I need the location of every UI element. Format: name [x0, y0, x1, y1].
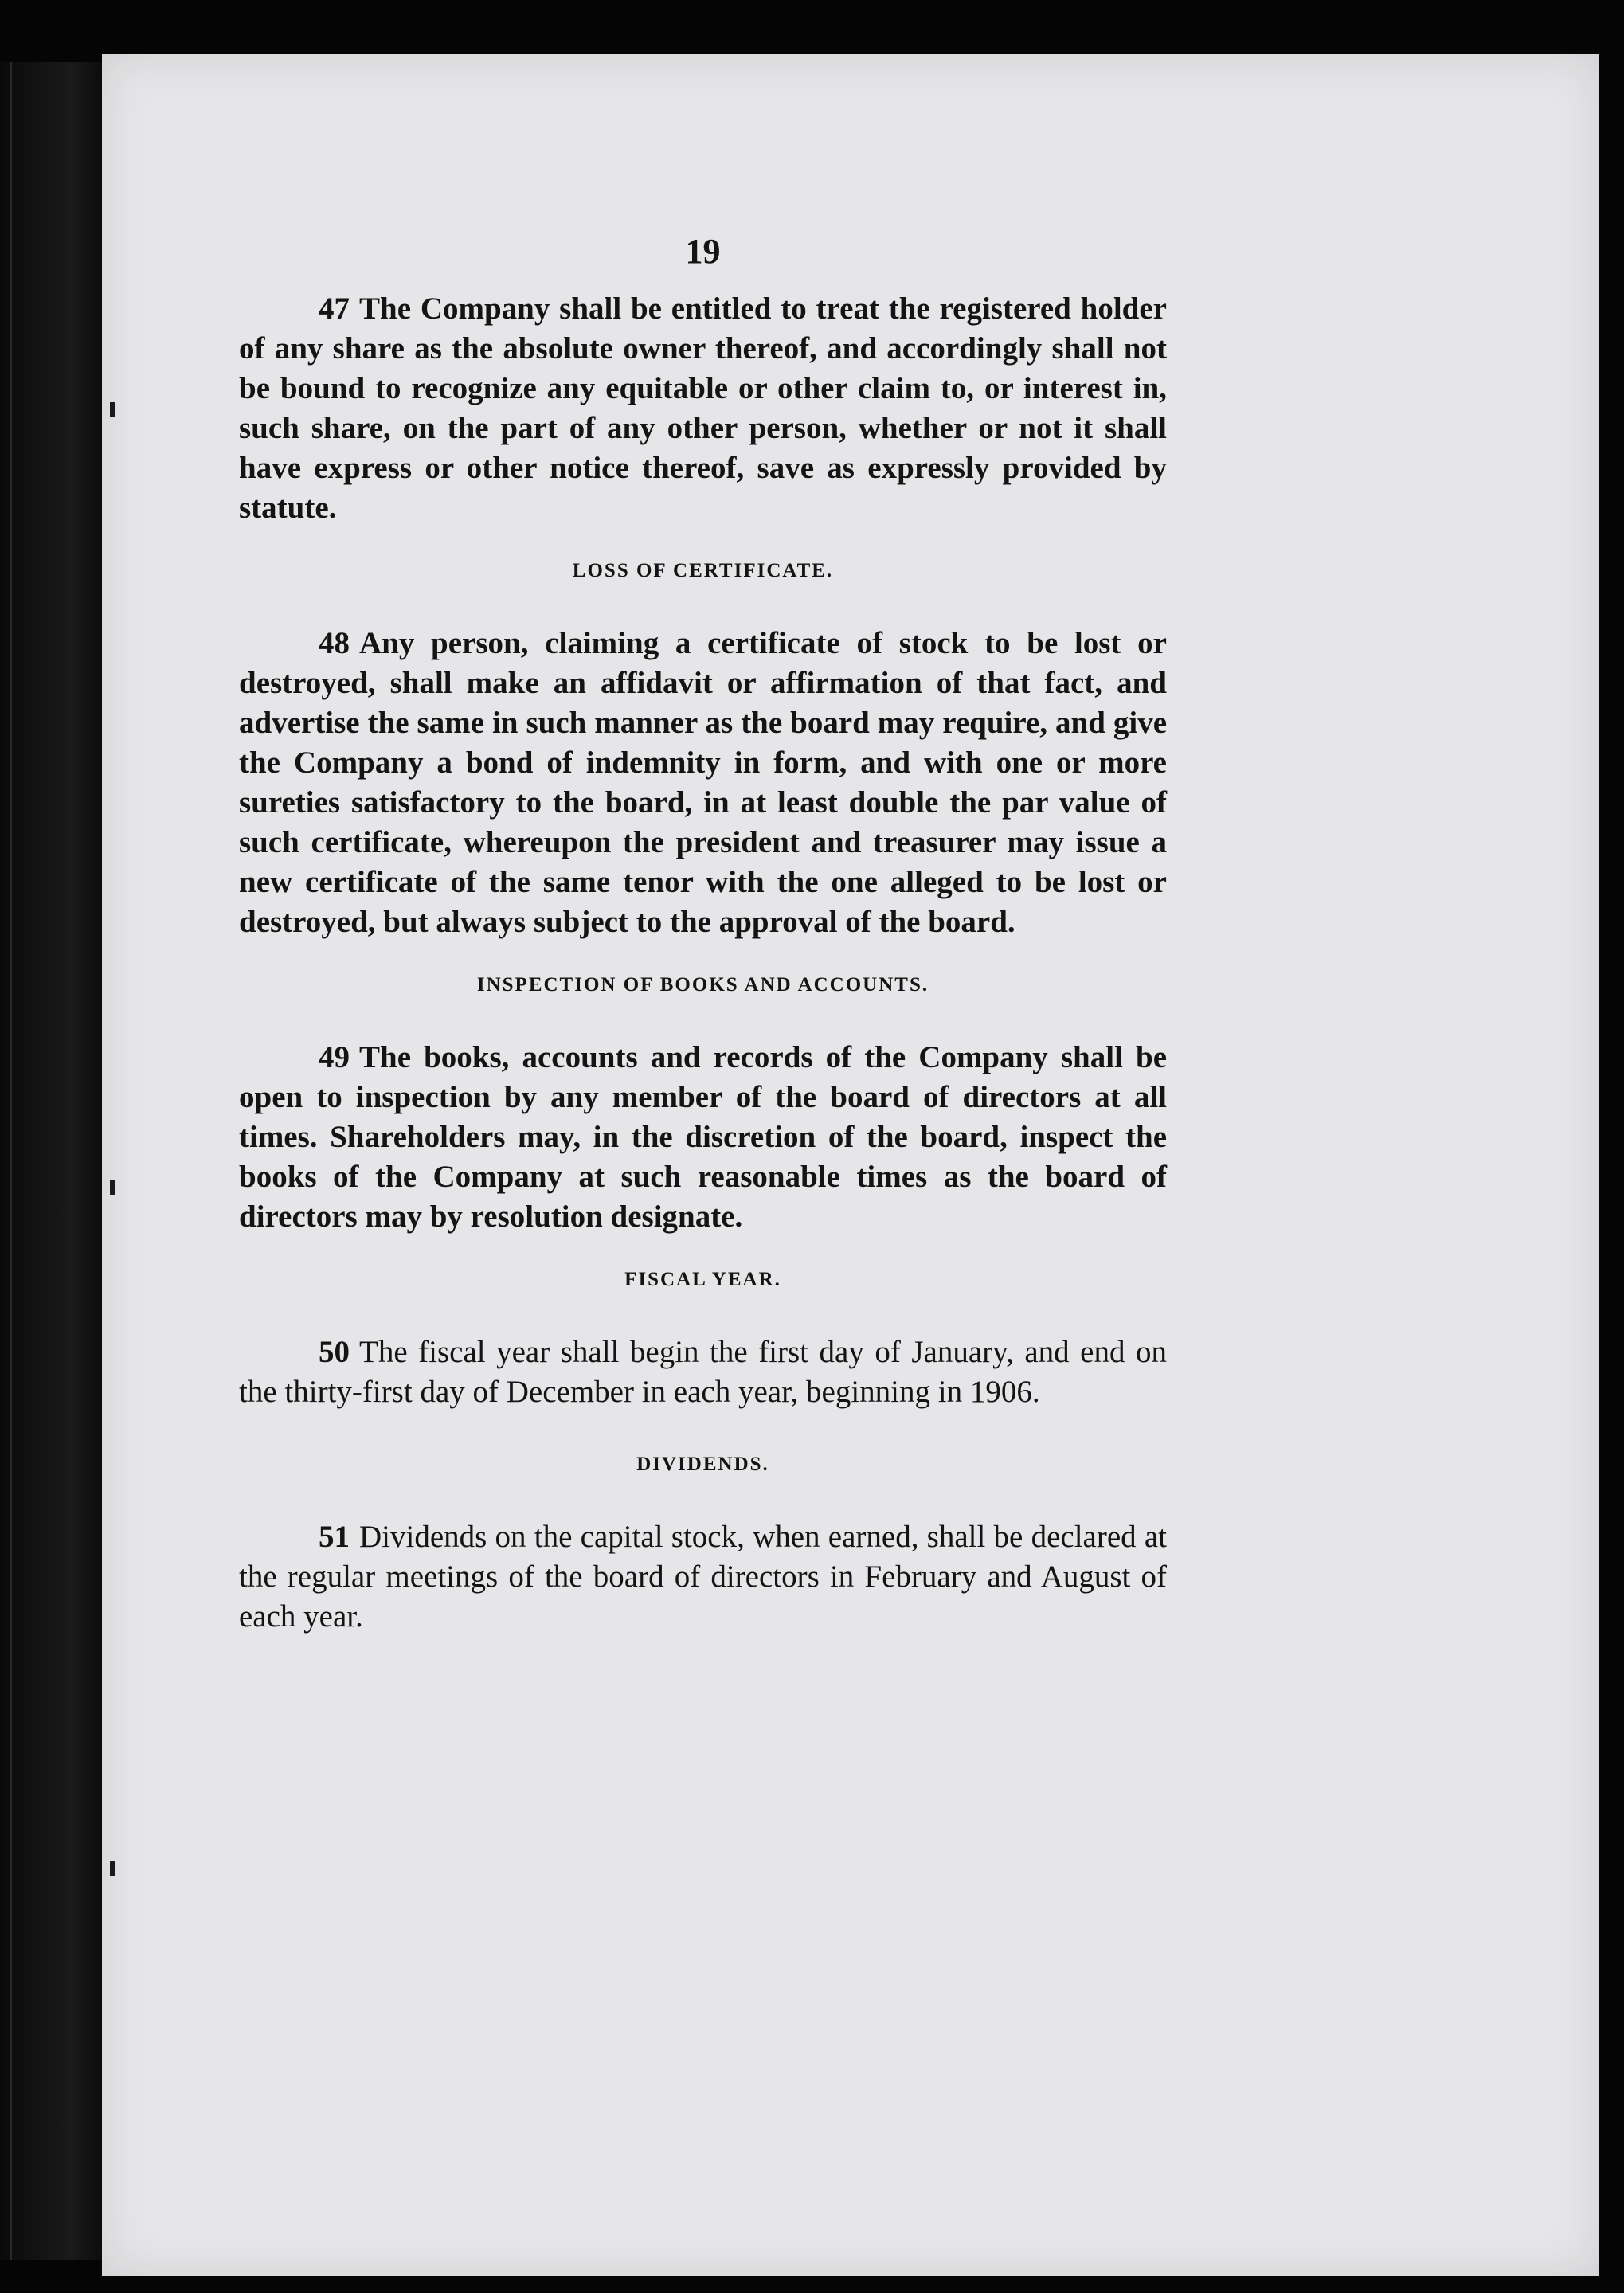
section-48 [239, 624, 1167, 942]
section-47 [239, 289, 1167, 528]
heading-fiscal-year: FISCAL YEAR. [624, 1269, 781, 1290]
section-51 [239, 1517, 1167, 1637]
section-number: 48 [319, 626, 350, 660]
heading-loss-of-certificate: LOSS OF CERTIFICATE. [572, 560, 834, 581]
heading-inspection: INSPECTION OF BOOKS AND ACCOUNTS. [476, 974, 929, 996]
section-text: The fiscal year shall begin the first day of January, and end on the thirty-first day of December in each year, beginning in 1906. [239, 1335, 1167, 1409]
section-49 [239, 1038, 1167, 1237]
book-binding [0, 62, 102, 2260]
binding-fold-line [10, 62, 12, 2260]
margin-mark [110, 1861, 115, 1876]
section-text: The Company shall be entitled to treat the registered holder of any share as the absolute owner thereof, and accordingly shall not be bound to recognize any equitable or other claim to, or interest in, such share, on the part of any other person, whether or not it shall have express or other notice thereof, save as expressly provided by statute. [239, 292, 1167, 525]
margin-mark [110, 402, 115, 417]
section-number: 51 [319, 1520, 350, 1554]
heading-dividends: DIVIDENDS. [636, 1454, 769, 1475]
page-number: 19 [685, 232, 721, 271]
page-content [239, 231, 1167, 1637]
section-50 [239, 1332, 1167, 1412]
section-number: 50 [319, 1335, 350, 1369]
section-text: The books, accounts and records of the Company shall be open to inspection by any member of the board of directors at all times. Shareholders may, in the discretion of the board, inspect the books of the Company at such reasonable times as the board of directors may by resolution designate. [239, 1040, 1167, 1234]
section-number: 49 [319, 1040, 350, 1074]
section-text: Dividends on the capital stock, when earned, shall be declared at the regular meetings of the board of directors in February and August of each year. [239, 1520, 1167, 1634]
section-text: Any person, claiming a certificate of stock to be lost or destroyed, shall make an affidavit or affirmation of that fact, and advertise the same in such manner as the board may require, and give the Company a bond of indemnity in form, and with one or more sureties satisfactory to the board, in at least double the par value of such certificate, whereupon the president and treasurer may issue a new certificate of the same tenor with the one alleged to be lost or destroyed, but always subject to the approval of the board. [239, 626, 1167, 939]
margin-mark [110, 1180, 115, 1195]
section-number: 47 [319, 292, 350, 326]
